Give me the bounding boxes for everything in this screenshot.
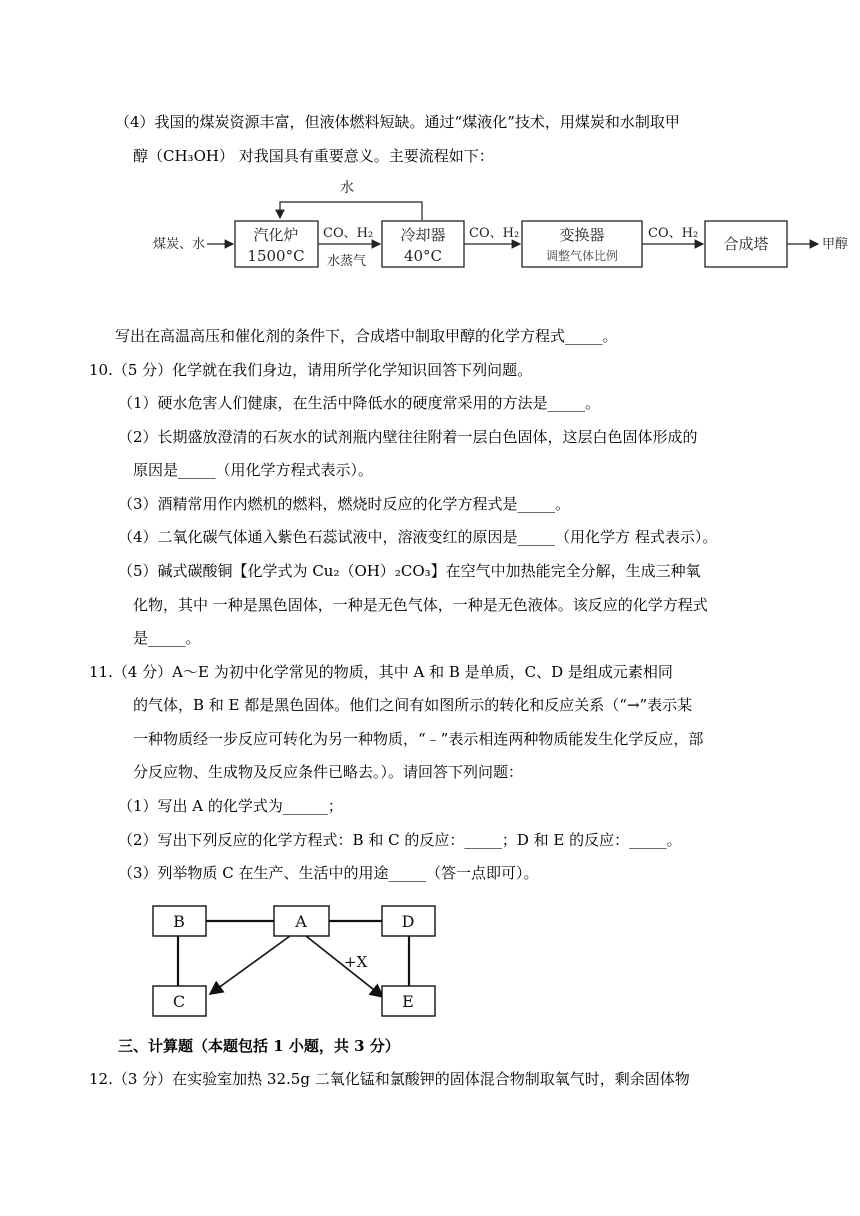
node-a-label: A (295, 912, 307, 931)
converter-note: 调整气体比例 (545, 249, 619, 263)
flow-arrow2-label: CO、H₂ (469, 226, 520, 241)
q10-p2a: （2）长期盛放澄清的石灰水的试剂瓶内壁往往附着一层白色固体，这层白色固体形成的 (118, 428, 698, 446)
q11-head: 11.（4 分）A～E 为初中化学常见的物质，其中 A 和 B 是单质，C、D 是组成元素相同 (89, 663, 673, 681)
q11-p1: （1）写出 A 的化学式为______； (118, 797, 343, 815)
node-c-label: C (172, 992, 186, 1011)
q10-p3: （3）酒精常用作内燃机的燃料，燃烧时反应的化学方程式是_____。 (118, 495, 571, 513)
flow-water-label: 水 (340, 180, 354, 196)
cooler-temp: 40°C (403, 247, 443, 265)
q10-p4: （4）二氧化碳气体通入紫色石蕊试液中，溶液变红的原因是_____（用化学方 程式表示）。 (118, 528, 718, 546)
q12-head: 12.（3 分）在实验室加热 32.5g 二氧化锰和氯酸钾的固体混合物制取氧气时，剩余固体物 (89, 1070, 690, 1088)
flow-arrow3-label: CO、H₂ (648, 226, 699, 241)
flow-steam-label: 水蒸气 (327, 254, 367, 269)
flow-output-label: 甲醇 (822, 237, 849, 252)
process-flow-diagram (0, 175, 860, 295)
q11-l4: 分反应物、生成物及反应条件已略去。）。请回答下列问题： (133, 763, 524, 781)
q10-p2b: 原因是_____（用化学方程式表示）。 (133, 461, 374, 479)
q11-p3: （3）列举物质 C 在生产、生活中的用途_____（答一点即可）。 (118, 864, 539, 882)
converter-name: 变换器 (559, 226, 605, 244)
flow-arrow1-label: CO、H₂ (323, 226, 374, 241)
q11-l2: 的气体，B 和 E 都是黑色固体。他们之间有如图所示的转化和反应关系（“→”表示某 (133, 696, 693, 714)
node-d-label: D (401, 912, 415, 931)
node-b-label: B (173, 912, 185, 931)
gasifier-name: 汽化炉 (253, 226, 299, 244)
q11-p2: （2）写出下列反应的化学方程式：B 和 C 的反应：_____；D 和 E 的反应：_____。 (118, 831, 682, 849)
q10-head: 10.（5 分）化学就在我们身边，请用所学化学知识回答下列问题。 (89, 361, 533, 379)
q9-part4-line2: 醇（CH₃OH） 对我国具有重要意义。主要流程如下： (133, 147, 494, 165)
q10-p5c: 是_____。 (133, 629, 201, 647)
node-e-label: E (402, 992, 414, 1011)
q11-l3: 一种物质经一步反应可转化为另一种物质，“﹣”表示相连两种物质能发生化学反应，部 (133, 730, 704, 748)
q10-p1: （1）硬水危害人们健康，在生活中降低水的硬度常采用的方法是_____。 (118, 394, 601, 412)
q10-p5a: （5）碱式碳酸铜【化学式为 Cu₂（OH）₂CO₃】在空气中加热能完全分解，生成三种氧 (118, 562, 701, 580)
reaction-x-label: +X (344, 953, 368, 971)
section3-title: 三、计算题（本题包括 1 小题，共 3 分） (118, 1037, 400, 1055)
q10-p5b: 化物，其中 一种是黑色固体，一种是无色气体，一种是无色液体。该反应的化学方程式 (133, 596, 708, 614)
gasifier-temp: 1500°C (247, 247, 305, 265)
q9-part4-line1: （4）我国的煤炭资源丰富，但液体燃料短缺。通过“煤液化”技术，用煤炭和水制取甲 (115, 113, 680, 131)
flow-input-label: 煤炭、水 (153, 237, 206, 252)
cooler-name: 冷却器 (400, 226, 446, 244)
q9-part4-question: 写出在高温高压和催化剂的条件下，合成塔中制取甲醇的化学方程式_____。 (115, 327, 618, 345)
substance-relation-diagram (148, 902, 448, 1022)
synthesis-tower-name: 合成塔 (723, 235, 769, 253)
